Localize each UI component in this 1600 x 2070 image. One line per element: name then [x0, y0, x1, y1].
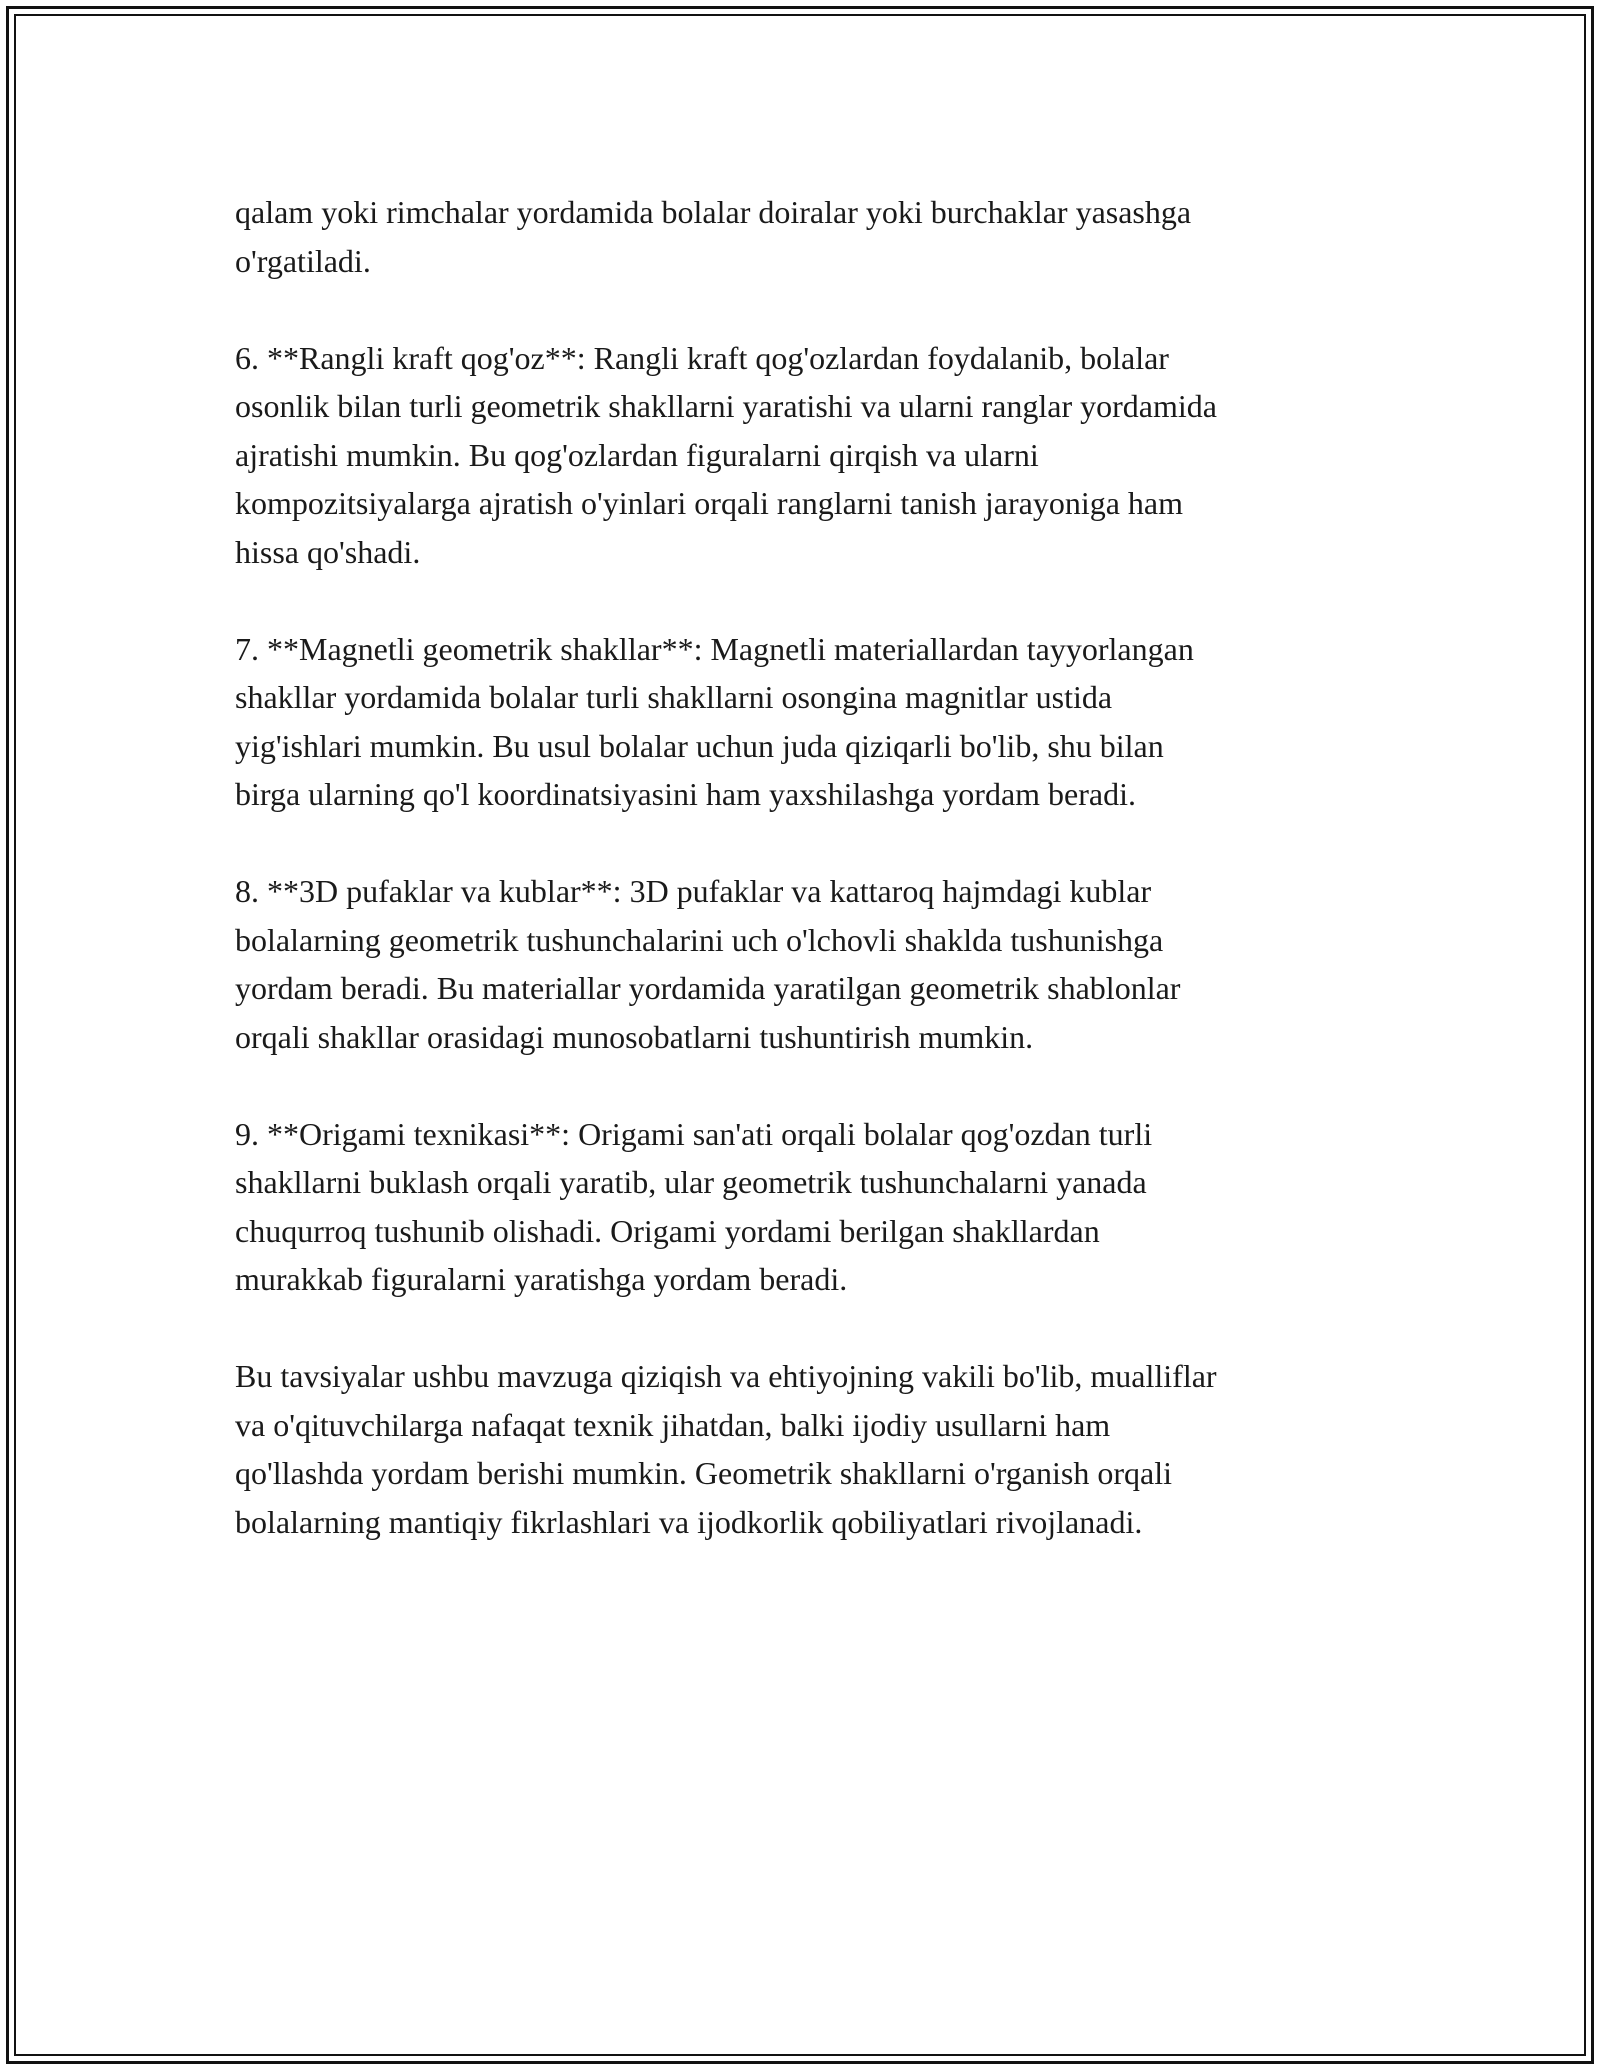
- paragraph-item-9: 9. **Origami texnikasi**: Origami san'ati orqali bolalar qog'ozdan turli shakllarni buklash orqali yaratib, ular geometrik tushunchalarni yanada chuqurroq tushunib olishadi. Origami yordami berilgan shakllardan murakkab figuralarni yaratishga yordam beradi.: [235, 1115, 1153, 1297]
- paragraph-conclusion: Bu tavsiyalar ushbu mavzuga qiziqish va ehtiyojning vakili bo'lib, mualliflar va o'qituvchilarga nafaqat texnik jihatdan, balki ijodiy usullarni ham qo'llashda yordam berishi mumkin. Geometrik shakllarni o'rganish orqali bolalarning mantiqiy fikrlashlari va ijodkorlik qobiliyatlari rivojlanadi.: [235, 1358, 1217, 1540]
- paragraph-item-8: 8. **3D pufaklar va kublar**: 3D pufaklar va kattaroq hajmdagi kublar bolalarning geometrik tushunchalarini uch o'lchovli shaklda tushunishga yordam beradi. Bu materiallar yordamida yaratilgan geometrik shablonlar orqali shakllar orasidagi munosobatlarni tushuntirish mumkin.: [235, 873, 1181, 1055]
- document-body: [235, 188, 1375, 1546]
- paragraph-item-6: 6. **Rangli kraft qog'oz**: Rangli kraft qog'ozlardan foydalanib, bolalar osonlik bilan turli geometrik shakllarni yaratishi va ularni ranglar yordamida ajratishi mumkin. Bu qog'ozlardan figuralarni qirqish va ularni kompozitsiyalarga ajratish o'yinlari orqali ranglarni tanish jarayoniga ham hissa qo'shadi.: [235, 339, 1217, 570]
- paragraph-continuation: qalam yoki rimchalar yordamida bolalar doiralar yoki burchaklar yasashga o'rgatiladi.: [235, 194, 1192, 279]
- paragraph-item-7: 7. **Magnetli geometrik shakllar**: Magnetli materiallardan tayyorlangan shakllar yordamida bolalar turli shakllarni osongina magnitlar ustida yig'ishlari mumkin. Bu usul bolalar uchun juda qiziqarli bo'lib, shu bilan birga ularning qo'l koordinatsiyasini ham yaxshilashga yordam beradi.: [235, 630, 1194, 812]
